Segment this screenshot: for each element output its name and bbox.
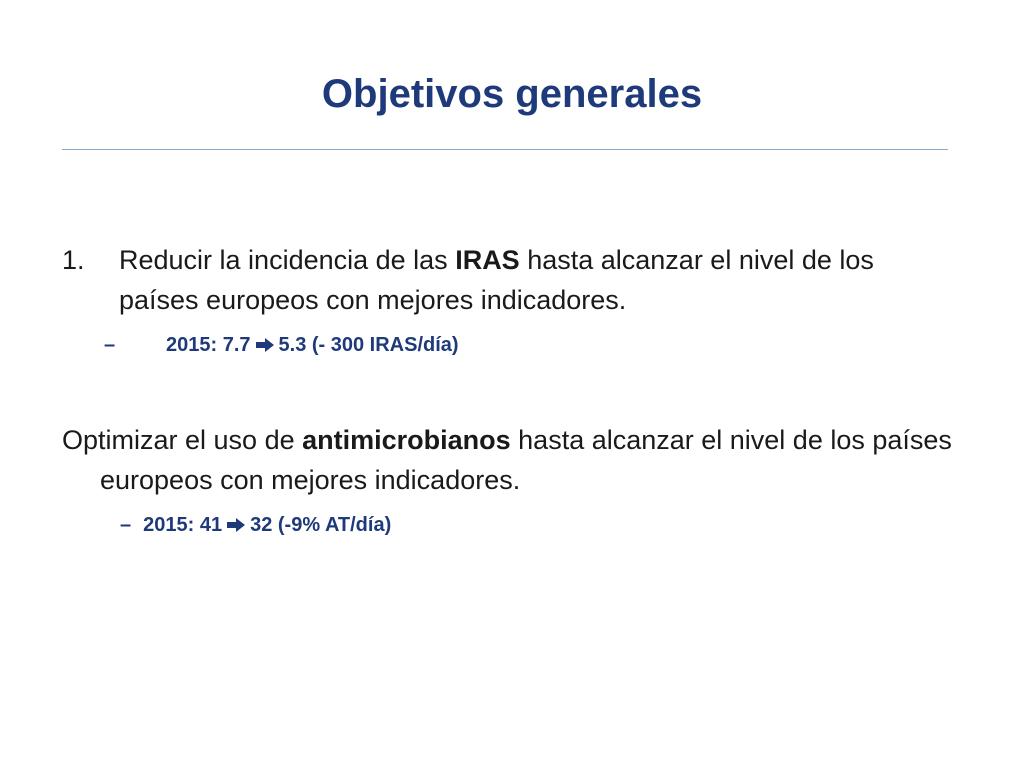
objective-2-target-start: 2015: 41 bbox=[143, 514, 223, 536]
objective-1-target-start: 2015: 7.7 bbox=[166, 334, 251, 356]
objective-2-text-before: Optimizar el uso de bbox=[62, 425, 303, 455]
objective-1-number: 1. bbox=[62, 245, 85, 275]
objective-1-text-after: hasta alcanzar el nivel de los países europeos con mejores indicadores. bbox=[119, 245, 874, 315]
objective-1-target bbox=[104, 331, 459, 359]
objective-2-highlight: antimicrobianos bbox=[302, 425, 511, 455]
objective-2-target-dash: – bbox=[120, 514, 132, 536]
objective-1-text-before: Reducir la incidencia de las bbox=[119, 245, 456, 275]
arrow-right-icon bbox=[226, 517, 246, 533]
objective-1-highlight: IRAS bbox=[455, 245, 520, 275]
objective-1-text bbox=[119, 240, 942, 320]
objective-1-target-dash: – bbox=[104, 334, 116, 356]
title-divider bbox=[62, 149, 948, 150]
objective-1 bbox=[62, 240, 942, 320]
slide-title: Objetivos generales bbox=[321, 72, 703, 116]
objective-2-target bbox=[120, 511, 391, 539]
objective-1-target-text bbox=[166, 334, 459, 356]
objective-2-text-after: hasta alcanzar el nivel de los países europeos con mejores indicadores. bbox=[100, 425, 952, 495]
arrow-right-icon bbox=[255, 337, 275, 353]
objective-2-target-end: 32 (-9% AT/día) bbox=[250, 514, 392, 536]
objective-2 bbox=[62, 420, 960, 500]
objective-1-target-end: 5.3 (- 300 IRAS/día) bbox=[278, 334, 459, 356]
